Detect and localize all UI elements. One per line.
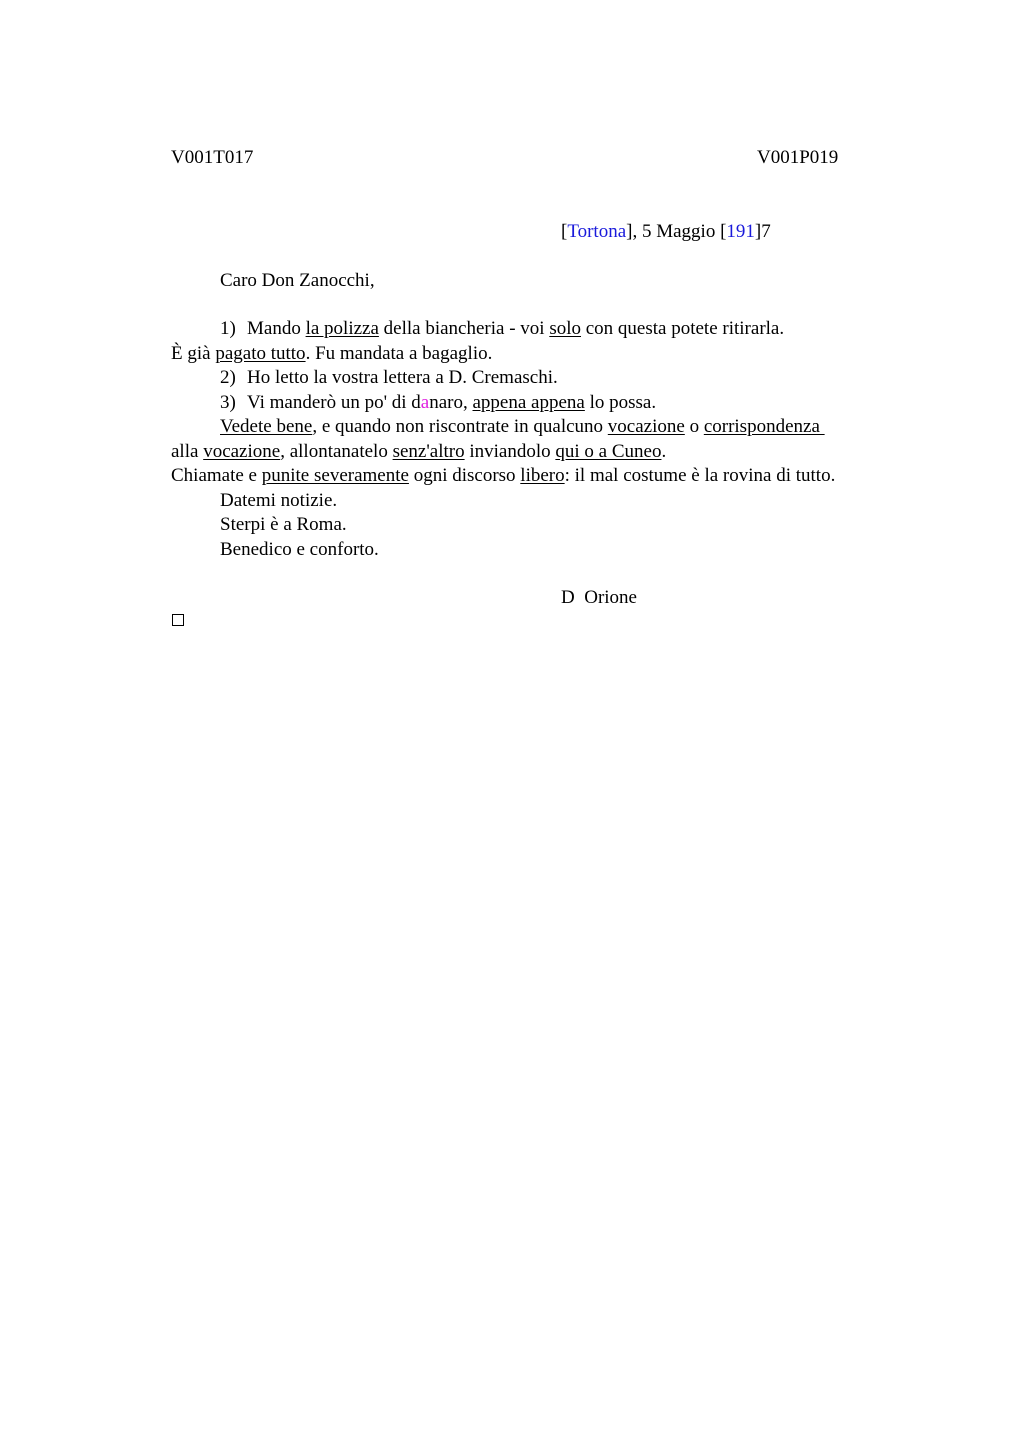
dateline-year-prefix: 191 [726, 221, 755, 242]
dateline-bracket-open: [ [561, 221, 568, 242]
underlined-text: vocazione [203, 440, 281, 462]
underlined-text: vocazione [607, 416, 685, 437]
paragraph-8: Benedico e conforto. [220, 538, 379, 560]
text-run: Chiamate e [171, 465, 262, 486]
text-run: , e quando non riscontrate in qualcuno [312, 416, 608, 437]
text-run: . [661, 440, 667, 462]
letter-body [171, 317, 911, 562]
paragraph-4-continued [171, 440, 911, 465]
underlined-text: qui o a Cuneo [555, 440, 662, 462]
paragraph-6: Datemi notizie. [220, 489, 338, 511]
item-number: 2) [220, 367, 236, 388]
text-run: Ho letto la vostra lettera a D. Cremaschi. [247, 367, 558, 388]
text-run: lo possa. [584, 391, 657, 413]
text-run: alla [171, 440, 204, 462]
paragraph-4 [171, 415, 911, 440]
text-run: È già [171, 342, 216, 364]
document-code-left: V001T017 [171, 147, 254, 168]
text-run: . Fu mandata a bagaglio. [305, 342, 493, 364]
paragraph-1 [171, 317, 911, 342]
underlined-text: la polizza [305, 318, 379, 339]
underlined-text: Vedete bene [220, 416, 313, 437]
dateline [561, 220, 771, 244]
underlined-text: libero [520, 465, 565, 486]
text-run: Mando [247, 318, 306, 339]
item-number: 3) [220, 391, 236, 413]
underlined-text: senz'altro [392, 440, 465, 462]
salutation: Caro Don Zanocchi, [220, 270, 375, 291]
empty-square-icon [172, 614, 184, 626]
dateline-middle: ], 5 Maggio [ [626, 221, 727, 242]
underlined-text: solo [549, 318, 581, 339]
text-run: con questa potete ritirarla. [581, 318, 785, 339]
signature: D Orione [561, 587, 637, 608]
paragraph-3 [171, 391, 911, 416]
dateline-year-suffix: 7 [761, 221, 771, 242]
dateline-place: Tortona [567, 221, 627, 242]
text-run: o [684, 416, 704, 437]
underlined-text: corrispondenza [703, 416, 825, 437]
paragraph-2 [171, 366, 911, 391]
text-run: naro, [429, 391, 473, 413]
text-run: , allontanatelo [280, 440, 393, 462]
item-number: 1) [220, 318, 236, 339]
dateline-bracket-close: ] [754, 221, 762, 242]
text-run: inviandolo [464, 440, 556, 462]
paragraph-5 [171, 464, 911, 489]
text-run: ogni discorso [408, 465, 521, 486]
underlined-text: punite severamente [261, 465, 409, 486]
variant-mark: a [420, 391, 430, 413]
text-run: della biancheria - voi [378, 318, 550, 339]
text-run: Vi manderò un po' di d [247, 391, 421, 413]
underlined-text: pagato tutto [215, 342, 306, 364]
paragraph-7: Sterpi è a Roma. [220, 514, 347, 535]
paragraph-1-continued [171, 342, 911, 367]
text-run: : il mal costume è la rovina di tutto. [564, 465, 836, 486]
underlined-text: appena appena [472, 391, 585, 413]
document-code-right: V001P019 [757, 147, 839, 168]
